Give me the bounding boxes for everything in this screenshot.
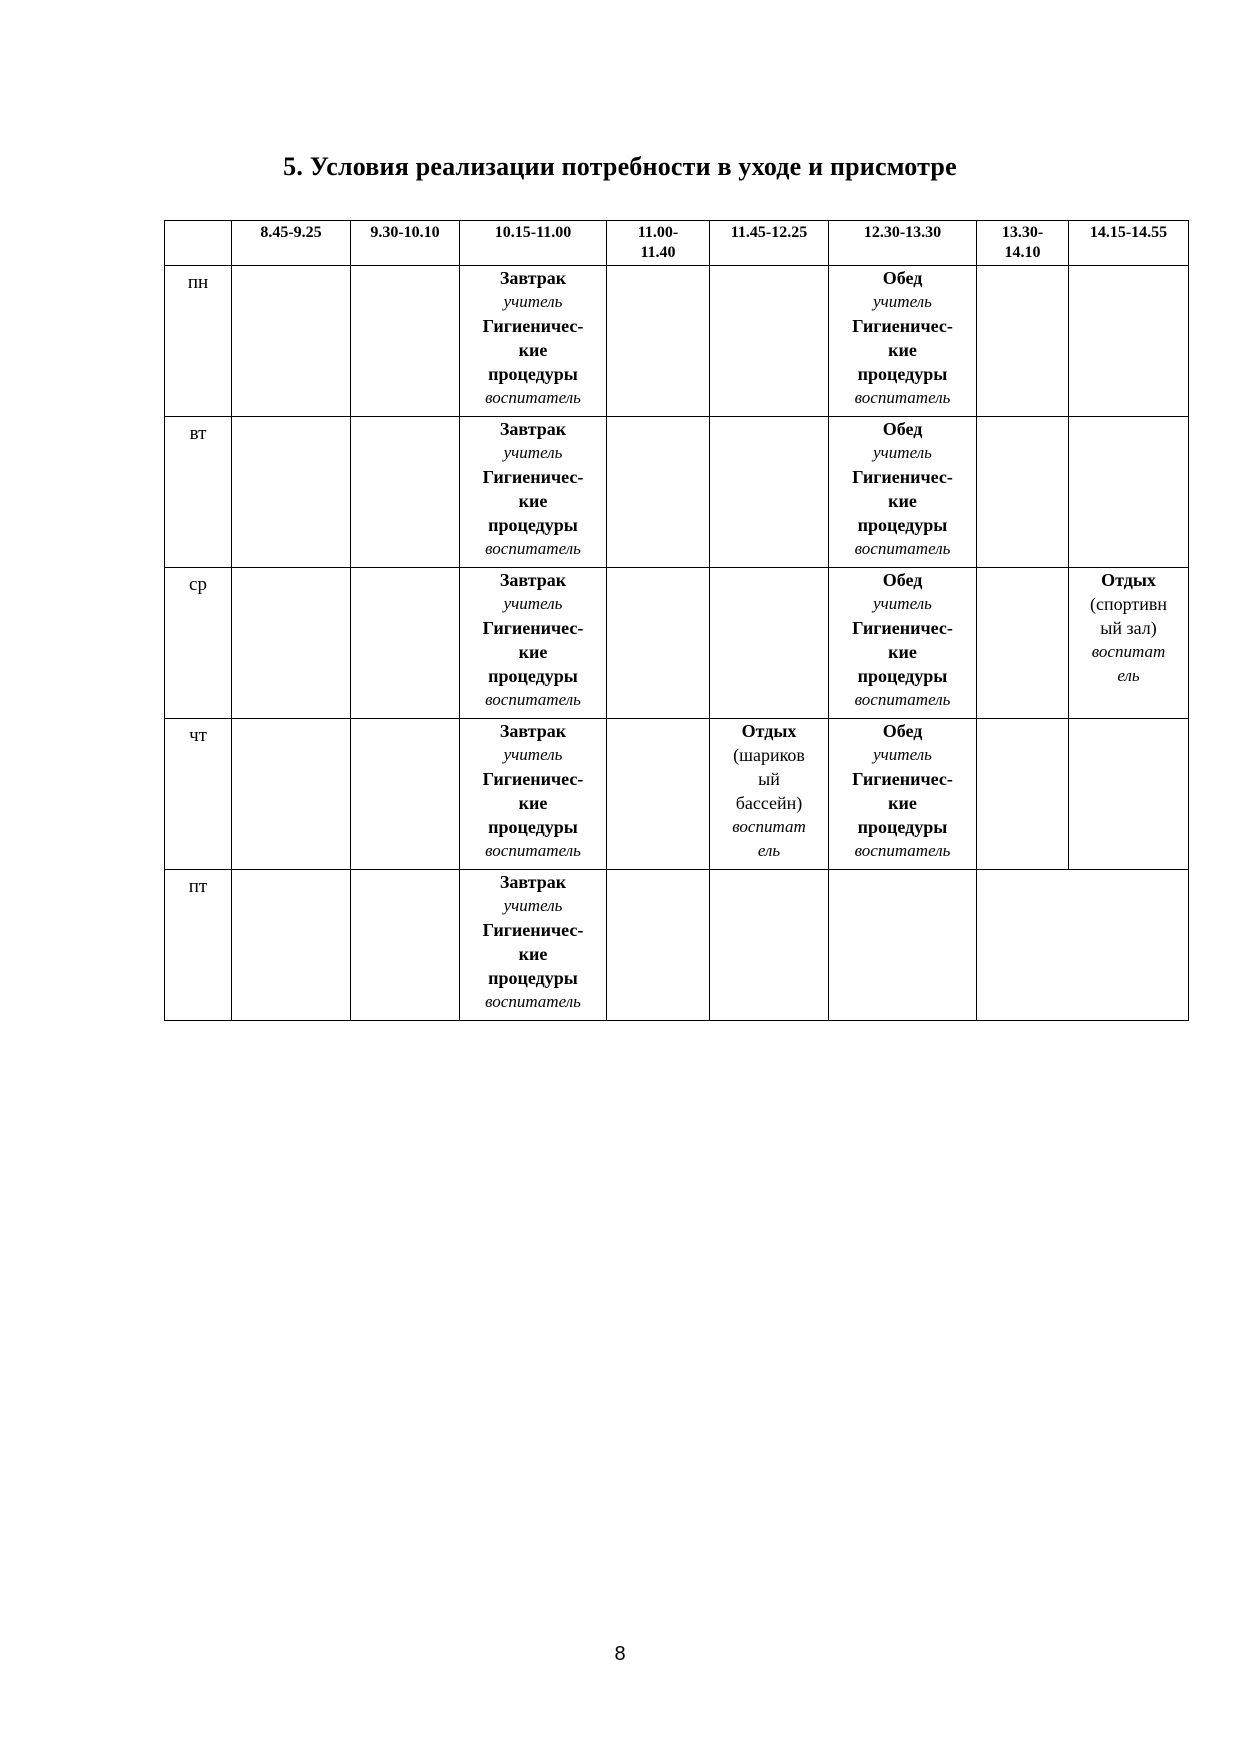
responsible-role: учитель (503, 443, 563, 462)
lunch-cell (829, 568, 977, 719)
table-row (165, 568, 1189, 719)
header-cell-time: 11.45-12.25 (710, 221, 829, 266)
activity-title: кие (518, 491, 548, 511)
header-cell-time: 14.15-14.55 (1069, 221, 1189, 266)
empty-cell (232, 719, 351, 870)
responsible-role: ель (1117, 666, 1140, 685)
empty-cell (829, 870, 977, 1021)
rest-pool-cell (710, 719, 829, 870)
responsible-role: воспитатель (854, 841, 951, 860)
breakfast-cell (460, 719, 607, 870)
responsible-role: воспитатель (485, 388, 581, 407)
empty-cell (232, 870, 351, 1021)
table-row (165, 266, 1189, 417)
empty-cell (607, 417, 710, 568)
header-cell-time: 9.30-10.10 (351, 221, 460, 266)
responsible-role: воспитатель (485, 841, 581, 860)
empty-cell (607, 870, 710, 1021)
empty-cell (977, 568, 1069, 719)
activity-title: процедуры (488, 817, 578, 837)
activity-title: Гигиеничес- (482, 316, 584, 336)
page-number: 8 (614, 1643, 626, 1665)
responsible-role: учитель (873, 745, 932, 764)
responsible-role: ель (757, 841, 781, 860)
day-cell: пт (165, 870, 232, 1021)
activity-title: процедуры (488, 515, 578, 535)
empty-cell (607, 266, 710, 417)
header-cell-time: 12.30-13.30 (829, 221, 977, 266)
empty-cell (607, 568, 710, 719)
responsible-role: воспитат (732, 817, 806, 836)
responsible-role: учитель (873, 594, 932, 613)
activity-title: Завтрак (499, 872, 567, 892)
responsible-role: учитель (873, 292, 932, 311)
rest-gym-cell (1069, 568, 1189, 719)
header-cell-corner (165, 221, 232, 266)
activity-title: процедуры (488, 364, 578, 384)
empty-cell (351, 417, 460, 568)
activity-title: Обед (882, 721, 923, 741)
empty-cell (351, 266, 460, 417)
activity-title: Гигиеничес- (482, 920, 584, 940)
empty-merged-cell (977, 870, 1189, 1021)
empty-cell (1069, 417, 1189, 568)
header-cell-time: 13.30- 14.10 (977, 221, 1069, 266)
day-cell: чт (165, 719, 232, 870)
activity-title: Обед (882, 419, 923, 439)
header-row (165, 221, 1189, 266)
empty-cell (710, 568, 829, 719)
activity-title: Обед (882, 570, 923, 590)
empty-cell (710, 417, 829, 568)
schedule-table (164, 220, 1189, 1021)
activity-title: процедуры (857, 515, 948, 535)
lunch-cell (829, 266, 977, 417)
breakfast-cell (460, 870, 607, 1021)
activity-title: кие (518, 642, 548, 662)
responsible-role: учитель (503, 745, 563, 764)
responsible-role: учитель (873, 443, 932, 462)
activity-title: Гигиеничес- (852, 618, 953, 638)
activity-title: Гигиеничес- (852, 467, 953, 487)
empty-cell (232, 568, 351, 719)
lunch-cell (829, 417, 977, 568)
empty-cell (351, 719, 460, 870)
responsible-role: учитель (503, 896, 563, 915)
activity-title: процедуры (488, 968, 578, 988)
page-title: 5. Условия реализации потребности в уходе и присмотре (283, 152, 957, 181)
header-cell-time: 11.00- 11.40 (607, 221, 710, 266)
activity-title: кие (888, 491, 917, 511)
responsible-role: воспитатель (854, 690, 951, 709)
activity-title: процедуры (857, 817, 948, 837)
activity-title: Завтрак (499, 570, 567, 590)
responsible-role: воспитатель (485, 539, 581, 558)
activity-title: процедуры (857, 666, 948, 686)
empty-cell (977, 266, 1069, 417)
empty-cell (1069, 719, 1189, 870)
activity-title: Обед (882, 268, 923, 288)
empty-cell (977, 719, 1069, 870)
header-cell-time: 10.15-11.00 (460, 221, 607, 266)
activity-place: ый зал) (1100, 618, 1157, 638)
empty-cell (710, 266, 829, 417)
activity-title: процедуры (488, 666, 578, 686)
activity-title: Завтрак (499, 268, 567, 288)
activity-title: Завтрак (499, 721, 567, 741)
responsible-role: воспитатель (854, 539, 951, 558)
breakfast-cell (460, 266, 607, 417)
activity-title: кие (888, 793, 917, 813)
activity-title: кие (888, 642, 917, 662)
activity-title: кие (518, 340, 548, 360)
empty-cell (232, 266, 351, 417)
activity-title: процедуры (857, 364, 948, 384)
activity-title: кие (518, 944, 548, 964)
responsible-role: воспитат (1091, 642, 1166, 661)
activity-title: кие (518, 793, 548, 813)
table-row (165, 870, 1189, 1021)
activity-place: (спортивн (1089, 594, 1167, 614)
breakfast-cell (460, 417, 607, 568)
activity-title: Гигиеничес- (482, 618, 584, 638)
activity-title: кие (888, 340, 917, 360)
activity-title: Отдых (1101, 570, 1156, 590)
activity-place: (шариков (733, 745, 805, 765)
responsible-role: воспитатель (854, 388, 951, 407)
empty-cell (232, 417, 351, 568)
activity-title: Отдых (741, 721, 797, 741)
activity-place: бассейн) (735, 793, 803, 813)
empty-cell (607, 719, 710, 870)
responsible-role: воспитатель (485, 992, 581, 1011)
day-cell: пн (165, 266, 232, 417)
breakfast-cell (460, 568, 607, 719)
empty-cell (351, 568, 460, 719)
activity-place: ый (758, 769, 780, 789)
activity-title: Гигиеничес- (482, 769, 584, 789)
day-cell: ср (165, 568, 232, 719)
activity-title: Гигиеничес- (852, 769, 953, 789)
empty-cell (1069, 266, 1189, 417)
responsible-role: воспитатель (485, 690, 581, 709)
empty-cell (710, 870, 829, 1021)
activity-title: Завтрак (499, 419, 567, 439)
table-row (165, 719, 1189, 870)
activity-title: Гигиеничес- (852, 316, 953, 336)
empty-cell (351, 870, 460, 1021)
activity-title: Гигиеничес- (482, 467, 584, 487)
day-cell: вт (165, 417, 232, 568)
lunch-cell (829, 719, 977, 870)
empty-cell (977, 417, 1069, 568)
responsible-role: учитель (503, 292, 563, 311)
table-row (165, 417, 1189, 568)
responsible-role: учитель (503, 594, 563, 613)
header-cell-time: 8.45-9.25 (232, 221, 351, 266)
